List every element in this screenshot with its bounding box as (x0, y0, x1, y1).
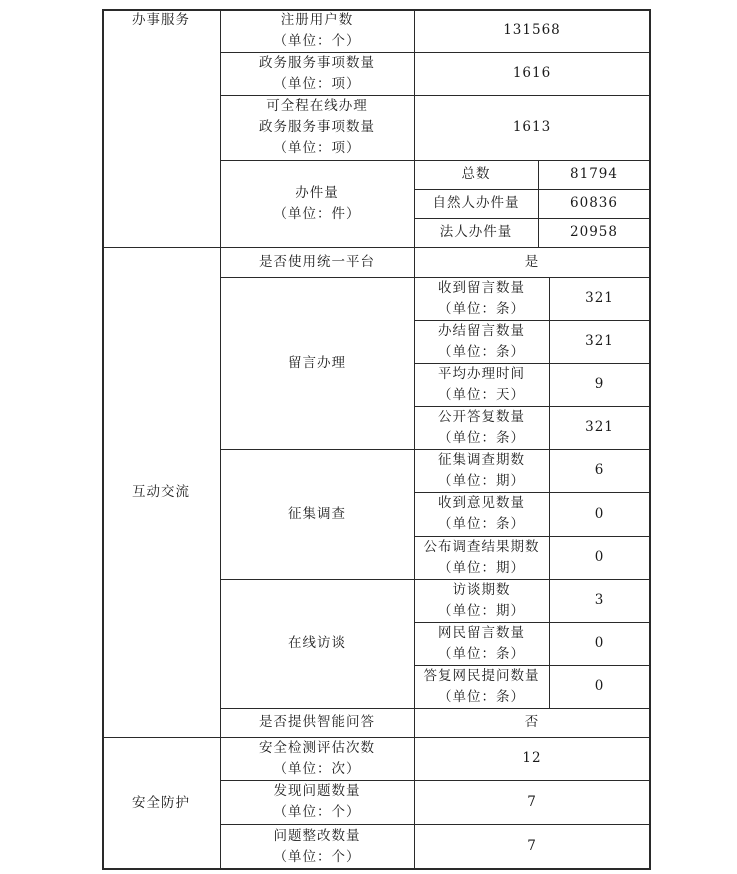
cell-text: 总数 (461, 166, 491, 182)
sub-item-label (414, 536, 549, 579)
sub-item-value (549, 277, 650, 320)
sub-item-value (549, 320, 650, 363)
cell-text: 321 (585, 290, 614, 306)
cell-text: 1616 (512, 65, 552, 81)
cell-text: 发现问题数量 (273, 783, 361, 799)
cell-text: 0 (594, 505, 605, 522)
cell-text: 0 (594, 549, 605, 565)
cell-text: 网民留言数量 (438, 624, 525, 641)
cell-text: 收到意见数量 (438, 495, 525, 511)
cell-text: 0 (594, 678, 605, 694)
cell-text: 办事服务 (132, 12, 190, 28)
item-label (220, 95, 414, 160)
sub-item-value (549, 492, 650, 536)
item-label (220, 824, 414, 869)
cell-text: （单位：次） (273, 760, 361, 777)
item-value (414, 708, 650, 737)
cell-text: 9 (594, 376, 605, 392)
item-value (414, 52, 650, 95)
sub-item-value (549, 622, 650, 665)
item-label (220, 277, 414, 449)
cell-text: （单位：天） (438, 386, 525, 403)
cell-text: 在线访谈 (288, 635, 346, 651)
sub-item-label (414, 320, 549, 363)
cell-text: 公布调查结果期数 (423, 538, 540, 555)
sub-item-label (414, 622, 549, 665)
section-label (102, 737, 220, 869)
cell-text: （单位：件） (273, 205, 361, 222)
cell-text: （单位：项） (273, 75, 361, 92)
cell-text: 法人办件量 (439, 224, 513, 240)
cell-text: 安全防护 (132, 794, 190, 811)
sub-item-value (549, 579, 650, 622)
cell-text: 征集调查 (288, 505, 346, 522)
sub-item-label (414, 189, 538, 218)
cell-text: 访谈期数 (452, 581, 511, 598)
cell-text: 321 (585, 419, 614, 435)
cell-text: （单位：条） (438, 688, 525, 705)
cell-text: 答复网民提问数量 (423, 667, 540, 684)
sub-item-label (414, 579, 549, 622)
cell-text: 60836 (570, 195, 618, 211)
cell-text: 81794 (570, 166, 618, 182)
item-label (220, 708, 414, 737)
cell-text: 是 (524, 253, 540, 270)
cell-text: 是否使用统一平台 (259, 253, 375, 270)
sub-item-label (414, 492, 549, 536)
cell-text: 否 (524, 714, 540, 730)
cell-text: 可全程在线办理 (266, 98, 368, 114)
cell-text: 6 (594, 462, 605, 478)
item-label (220, 579, 414, 708)
cell-text: 办结留言数量 (438, 322, 525, 339)
sub-item-value (549, 449, 650, 492)
cell-text: （单位：个） (273, 848, 361, 865)
item-label (220, 52, 414, 95)
section-label (102, 9, 220, 247)
cell-text: （单位：项） (273, 140, 361, 156)
sub-item-value (549, 363, 650, 406)
sub-item-label (414, 218, 538, 247)
cell-text: 政务服务事项数量 (259, 119, 375, 135)
cell-text: 政务服务事项数量 (259, 54, 375, 71)
section-label (102, 247, 220, 737)
cell-text: 留言办理 (288, 354, 346, 371)
sub-item-label (414, 160, 538, 189)
sub-item-label (414, 665, 549, 708)
cell-text: （单位：期） (438, 602, 525, 619)
cell-text: 20958 (570, 224, 618, 240)
sub-item-label (414, 449, 549, 492)
cell-text: 平均办理时间 (438, 365, 525, 382)
cell-text: （单位：条） (438, 300, 525, 317)
item-value (414, 824, 650, 869)
cell-text: 公开答复数量 (438, 408, 525, 425)
sub-item-value (538, 218, 650, 247)
item-label (220, 449, 414, 579)
cell-text: 收到留言数量 (438, 279, 525, 296)
cell-text: 3 (594, 592, 605, 608)
sub-item-value (549, 406, 650, 449)
cell-text: （单位：期） (438, 559, 525, 576)
cell-text: （单位：条） (438, 516, 525, 532)
cell-text: 办件量 (295, 184, 339, 201)
cell-text: 是否提供智能问答 (259, 714, 375, 730)
cell-text: （单位：期） (438, 472, 525, 489)
cell-text: 注册用户数 (280, 11, 354, 28)
cell-text: 自然人办件量 (432, 195, 520, 211)
sub-item-value (538, 160, 650, 189)
cell-text: 7 (527, 838, 537, 854)
cell-text: 7 (527, 793, 537, 810)
sub-item-label (414, 277, 549, 320)
item-label (220, 160, 414, 247)
cell-text: 互动交流 (132, 483, 190, 500)
cell-text: 问题整改数量 (273, 827, 361, 844)
sub-item-value (549, 536, 650, 579)
sub-item-label (414, 406, 549, 449)
cell-text: （单位：个） (273, 32, 361, 49)
cell-text: （单位：条） (438, 645, 525, 662)
cell-text: 321 (585, 333, 614, 349)
cell-text: 征集调查期数 (438, 451, 525, 468)
item-label (220, 737, 414, 780)
item-value (414, 780, 650, 824)
cell-text: 12 (522, 750, 542, 766)
sub-item-value (538, 189, 650, 218)
item-value (414, 737, 650, 780)
cell-text: 1613 (512, 119, 552, 135)
sub-item-value (549, 665, 650, 708)
item-label (220, 780, 414, 824)
cell-text: （单位：个） (273, 804, 361, 820)
cell-text: 安全检测评估次数 (259, 739, 375, 756)
item-value (414, 247, 650, 277)
cell-text: 131568 (503, 22, 561, 38)
cell-text: 0 (594, 635, 605, 651)
item-label (220, 9, 414, 52)
cell-text: （单位：条） (438, 343, 525, 360)
item-value (414, 95, 650, 160)
item-label (220, 247, 414, 277)
item-value (414, 9, 650, 52)
sub-item-label (414, 363, 549, 406)
cell-text: （单位：条） (438, 429, 525, 446)
